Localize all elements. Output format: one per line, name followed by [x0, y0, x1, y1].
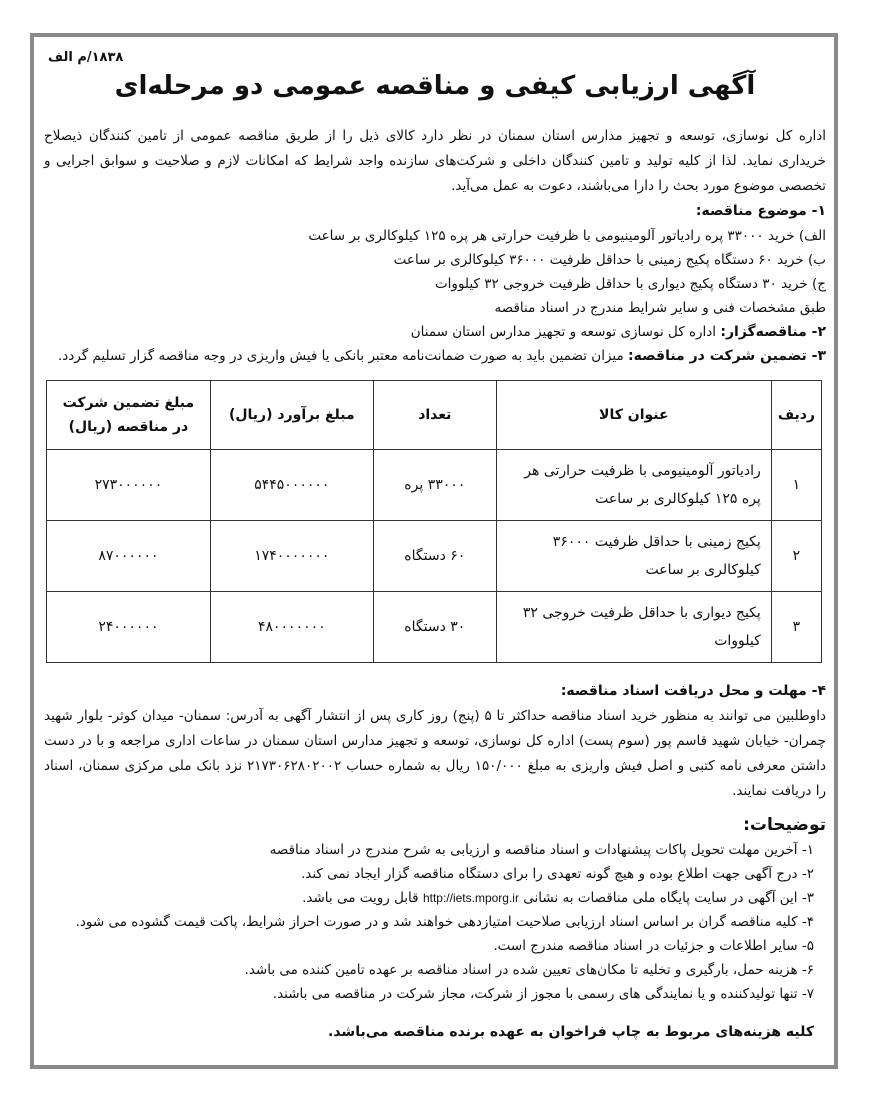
section-3 — [40, 344, 830, 368]
section-3-text: میزان تضمین باید به صورت ضمانت‌نامه معتبر بانکی یا فیش واریزی در وجه مناقصه گزار تسلیم گردد. — [57, 348, 624, 364]
cell-item-title: پکیج زمینی با حداقل ظرفیت ۳۶۰۰۰ کیلوکالری بر ساعت — [496, 521, 771, 592]
footer-note: کلیه هزینه‌های مربوط به چاپ فراخوان به عهده برنده مناقصه می‌باشد. — [328, 1024, 814, 1040]
header-item-title: عنوان کالا — [496, 381, 771, 450]
notice-code: ۱۸۳۸/م الف — [48, 50, 124, 65]
cell-guarantee: ۲۷۳۰۰۰۰۰۰ — [47, 450, 211, 521]
note-3-tail: قابل رویت می باشد. — [302, 890, 419, 906]
section-4-heading-line — [40, 679, 830, 704]
notes-heading: توضیحات: — [743, 815, 826, 835]
note-item: ۴- کلیه مناقصه گران بر اساس اسناد ارزیابی صلاحیت امتیازدهی خواهند شد و در صورت احراز شرایط، پاکت قیمت گشوده می شود. — [75, 914, 814, 930]
cell-quantity: ۳۳۰۰۰ پره — [373, 450, 496, 521]
cell-item-title: پکیج دیواری با حداقل ظرفیت خروجی ۳۲ کیلووات — [496, 592, 771, 663]
note-3-text: ۳- این آگهی در سایت پایگاه ملی مناقصات به نشانی — [523, 890, 814, 906]
header-quantity: تعداد — [373, 381, 496, 450]
cell-quantity: ۶۰ دستگاه — [373, 521, 496, 592]
section-4-heading: ۴- مهلت و محل دریافت اسناد مناقصه: — [560, 683, 826, 699]
section-1-item: ب) خرید ۶۰ دستگاه پکیج زمینی با حداقل ظرفیت ۳۶۰۰۰ کیلوکالری بر ساعت — [393, 252, 826, 268]
cell-row-number: ۲ — [771, 521, 821, 592]
section-3-heading: ۳- تضمین شرکت در مناقصه: — [628, 348, 826, 364]
cell-guarantee: ۲۴۰۰۰۰۰۰ — [47, 592, 211, 663]
tender-site-link[interactable]: http://iets.mporg.ir — [422, 891, 519, 905]
section-2-text: اداره کل نوسازی توسعه و تجهیز مدارس استان سمنان — [410, 324, 717, 340]
cell-row-number: ۱ — [771, 450, 821, 521]
section-1 — [40, 199, 830, 224]
note-item: ۵- سایر اطلاعات و جزئیات در اسناد مناقصه مندرج است. — [493, 938, 814, 954]
cell-estimate: ۴۸۰۰۰۰۰۰۰ — [210, 592, 373, 663]
intro-paragraph: اداره کل نوسازی، توسعه و تجهیز مدارس استان سمنان در نظر دارد کالای ذیل را از طریق مناقصه عمومی از تامین کنندگان ذیصلاح خریداری نماید. لذا از کلیه تولید و تامین کنندگان داخلی و شرکت‌های سازنده واجد شرایط که امکانات لازم و صلاحیت و سوابق اجرایی و تخصصی موضوع مورد بحث را دارا می‌باشند، دعوت به عمل می‌آید. — [44, 128, 826, 194]
table-row — [47, 592, 822, 663]
cell-row-number: ۳ — [771, 592, 821, 663]
table-row — [47, 521, 822, 592]
note-item: ۱- آخرین مهلت تحویل پاکات پیشنهادات و اسناد مناقصه و ارزیابی به شرح مندرج در اسناد مناقصه — [269, 842, 814, 858]
header-row-number: ردیف — [771, 381, 821, 450]
items-table — [46, 380, 822, 663]
header-estimate: مبلغ برآورد (ریال) — [210, 381, 373, 450]
cell-guarantee: ۸۷۰۰۰۰۰۰ — [47, 521, 211, 592]
note-item: ۶- هزینه حمل، بارگیری و تخلیه تا مکان‌های تعیین شده در اسناد مناقصه بر عهده تامین کننده می باشد. — [244, 962, 814, 978]
note-item: ۷- تنها تولیدکننده و یا نمایندگی های رسمی با مجوز از شرکت، مجاز شرکت در مناقصه می باشند. — [272, 986, 814, 1002]
table-row — [47, 450, 822, 521]
cell-quantity: ۳۰ دستگاه — [373, 592, 496, 663]
cell-estimate: ۵۴۴۵۰۰۰۰۰۰ — [210, 450, 373, 521]
section-4-text: داوطلبین می توانند به منظور خرید اسناد مناقصه حداکثر تا ۵ (پنج) روز کاری پس از انتشار آگهی به آدرس: سمنان- میدان کوثر- بلوار شهید چمران- خیابان شهید قاسم پور (سوم پست) اداره کل نوسازی، توسعه و تجهیز مدارس استان سمنان در ساعات اداری مراجعه و با در دست داشتن معرفی نامه کتبی و اصل فیش واریزی به مبلغ ۱۵۰/۰۰۰ ریال به شماره حساب ۲۱۷۳۰۶۲۸۰۲۰۰۲ نزد بانک ملی مرکزی سمنان، اسناد را دریافت نمایند. — [44, 708, 826, 799]
section-1-item: ج) خرید ۳۰ دستگاه پکیج دیواری با حداقل ظرفیت خروجی ۳۲ کیلووات — [434, 276, 826, 292]
page-title: آگهی ارزیابی کیفی و مناقصه عمومی دو مرحله‌ای — [114, 71, 756, 101]
section-1-heading: ۱- موضوع مناقصه: — [695, 203, 826, 219]
section-1-item: طبق مشخصات فنی و سایر شرایط مندرج در اسناد مناقصه — [494, 300, 826, 316]
cell-item-title: رادیاتور آلومینیومی با ظرفیت حرارتی هر پره ۱۲۵ کیلوکالری بر ساعت — [496, 450, 771, 521]
note-item: ۲- درج آگهی جهت اطلاع بوده و هیچ گونه تعهدی را برای دستگاه مناقصه گزار ایجاد نمی کند. — [300, 866, 814, 882]
header-guarantee: مبلغ تضمین شرکت در مناقصه (ریال) — [47, 381, 211, 450]
cell-estimate: ۱۷۴۰۰۰۰۰۰۰ — [210, 521, 373, 592]
notice-body — [40, 44, 830, 1060]
note-item-3 — [40, 886, 830, 910]
table-header-row — [47, 381, 822, 450]
section-2-heading: ۲- مناقصه‌گزار: — [720, 324, 826, 340]
section-2 — [40, 320, 830, 344]
section-1-item: الف) خرید ۳۳۰۰۰ پره رادیاتور آلومینیومی با ظرفیت حرارتی هر پره ۱۲۵ کیلوکالری بر ساعت — [308, 228, 826, 244]
